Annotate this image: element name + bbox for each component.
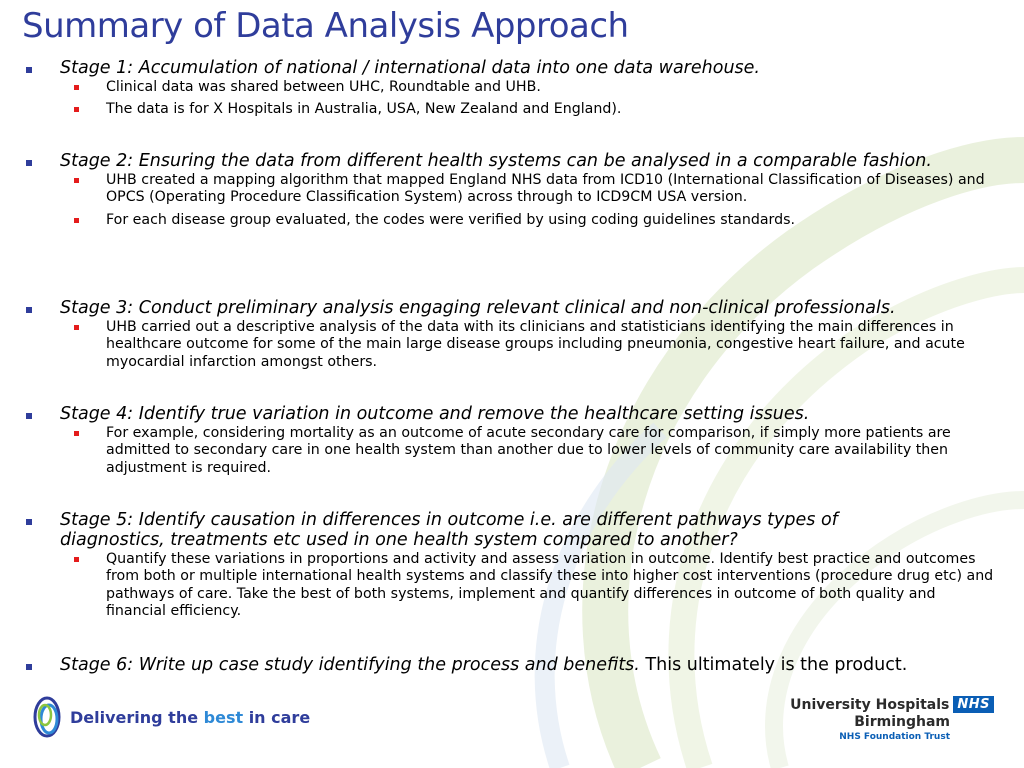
square-bullet-icon (26, 413, 32, 419)
stage-2-text: Stage 2: Ensuring the data from different health systems can be analysed in a comparable fashion. (60, 151, 932, 171)
sub-item-text: For example, considering mortality as an outcome of acute secondary care for comparison, if simply more patients are admitted to secondary care in one health system than another due to lower levels of community care availability then adjustment is required. (106, 425, 951, 476)
stage-5-row (22, 510, 997, 550)
tagline-part-1: Delivering the (70, 707, 204, 727)
square-bullet-icon (26, 67, 32, 73)
org-logo (790, 696, 994, 742)
stage-3-text: Stage 3: Conduct preliminary analysis engaging relevant clinical and non-clinical professionals. (60, 298, 896, 318)
stage-1 (22, 58, 997, 124)
stage-4-row (22, 404, 997, 424)
square-bullet-icon (26, 664, 32, 670)
red-bullet-icon (74, 85, 79, 90)
list-item (22, 172, 997, 207)
stage-3-row (22, 298, 997, 318)
red-bullet-icon (74, 178, 79, 183)
stage-6-suffix: This ultimately is the product. (639, 655, 908, 675)
list-item (22, 319, 997, 371)
stage-2-row (22, 151, 997, 171)
square-bullet-icon (26, 519, 32, 525)
red-bullet-icon (74, 325, 79, 330)
tagline-part-2: in care (243, 707, 311, 727)
sub-item-text: For each disease group evaluated, the codes were verified by using coding guidelines standards. (106, 211, 796, 228)
org-line-2: Birmingham (854, 714, 950, 730)
footer-tagline (70, 708, 310, 727)
org-line-3: NHS Foundation Trust (839, 732, 950, 742)
nhs-badge: NHS (953, 696, 994, 713)
list-item (22, 551, 997, 620)
stage-4-text: Stage 4: Identify true variation in outcome and remove the healthcare setting issues. (60, 404, 810, 424)
sub-item-text: Clinical data was shared between UHC, Roundtable and UHB. (106, 79, 541, 95)
sub-item-text: The data is for X Hospitals in Australia, USA, New Zealand and England). (106, 101, 622, 118)
stage-5 (22, 510, 997, 625)
stage-4 (22, 404, 997, 482)
list-item (22, 425, 997, 477)
footer-brand (30, 694, 310, 740)
swirl-logo-icon (30, 694, 64, 740)
square-bullet-icon (26, 307, 32, 313)
stage-5-text: Stage 5: Identify causation in differences in outcome i.e. are different pathways types of diagnostics, treatments etc used in one health system compared to another? (60, 510, 838, 550)
list-item (22, 79, 997, 96)
stage-6 (22, 655, 997, 675)
sub-item-text: UHB carried out a descriptive analysis of the data with its clinicians and statisticians identifying the main differences in healthcare outcome for some of the main large disease groups including pneumonia, congestive heart failure, and acute myocardial infarction amongst others. (106, 319, 965, 370)
sub-item-text: Quantify these variations in proportions and activity and assess variation in outcome. Identify best practice and outcomes from both or multiple international health systems and classify these into higher cost interventions (procedure drug etc) and pathways of care. Take the best of both systems, implement and quantify differences in outcome of both quality and financial efficiency. (106, 551, 994, 619)
stage-2 (22, 151, 997, 234)
org-line-1 (790, 696, 994, 713)
org-name-text: University Hospitals (790, 696, 950, 713)
stage-1-row (22, 58, 997, 78)
tagline-highlight: best (203, 707, 244, 727)
list-item (22, 101, 997, 118)
page-title: Summary of Data Analysis Approach (22, 6, 629, 46)
red-bullet-icon (74, 431, 79, 436)
square-bullet-icon (26, 160, 32, 166)
red-bullet-icon (74, 218, 79, 223)
list-item (22, 212, 997, 229)
stage-6-row (22, 655, 997, 675)
stage-6-text: Stage 6: Write up case study identifying the process and benefits. (60, 655, 640, 675)
stage-3 (22, 298, 997, 376)
red-bullet-icon (74, 107, 79, 112)
stage-1-text: Stage 1: Accumulation of national / international data into one data warehouse. (60, 58, 760, 78)
red-bullet-icon (74, 557, 79, 562)
sub-item-text: UHB created a mapping algorithm that mapped England NHS data from ICD10 (International Classification of Diseases) and OPCS (Operating Procedure Classification System) across through to ICD9CM USA version. (106, 172, 985, 206)
